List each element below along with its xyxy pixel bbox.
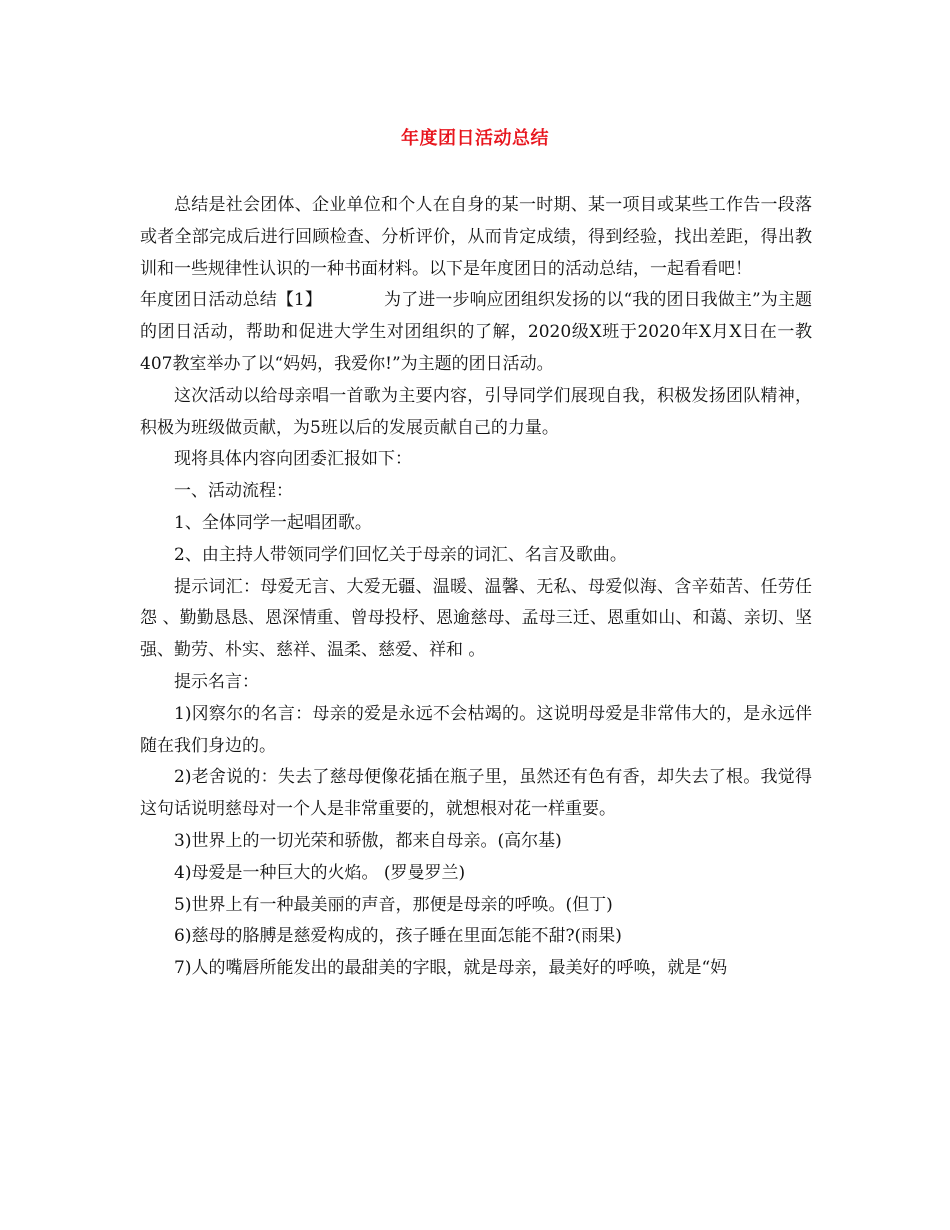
section1-paragraph <box>140 285 812 380</box>
process-step-2: 2、由主持人带领同学们回忆关于母亲的词汇、名言及歌曲。 <box>174 544 627 565</box>
quote-item: 7)人的嘴唇所能发出的最甜美的字眼，就是母亲，最美好的呼唤，就是“妈 <box>174 958 728 979</box>
report-paragraph: 现将具体内容向团委汇报如下： <box>174 449 412 470</box>
section1-text: 为了进一步响应团组织发扬的以“我的团日我做主”为主题的团日活动，帮助和促进大学生对团组织的了解，2020级X班于2020年X月X日在一教407教室举办了以“妈妈，我爱你!”为主题的团日活动。 <box>140 290 812 374</box>
quote-item: 2)老舍说的：失去了慈母便像花插在瓶子里，虽然还有色有香，却失去了根。我觉得这句话说明慈母对一个人是非常重要的，就想根对花一样重要。 <box>140 767 812 820</box>
quote-item: 4)母爱是一种巨大的火焰。 (罗曼罗兰) <box>174 862 466 883</box>
quote-item: 6)慈母的胳膊是慈爱构成的，孩子睡在里面怎能不甜?(雨果) <box>174 926 622 947</box>
document-body <box>140 190 812 985</box>
section1-heading: 年度团日活动总结【1】 <box>140 290 322 311</box>
process-heading: 一、活动流程： <box>174 481 293 502</box>
process-step-1: 1、全体同学一起唱团歌。 <box>174 512 372 533</box>
quotes-heading: 提示名言： <box>174 671 259 692</box>
quote-item: 5)世界上有一种最美丽的声音，那便是母亲的呼唤。(但丁) <box>174 894 613 915</box>
vocab-paragraph: 提示词汇：母爱无言、大爱无疆、温暖、温馨、无私、母爱似海、含辛茹苦、任劳任怨 、勤勤恳恳、恩深情重、曾母投杼、恩逾慈母、孟母三迁、恩重如山、和蔼、亲切、坚强、勤劳、朴实、慈祥、温柔、慈爱、祥和 。 <box>140 576 812 661</box>
quote-item: 1)冈察尔的名言：母亲的爱是永远不会枯竭的。这说明母爱是非常伟大的，是永远伴随在我们身边的。 <box>140 703 812 756</box>
document-title: 年度团日活动总结 <box>401 128 549 149</box>
activity-paragraph: 这次活动以给母亲唱一首歌为主要内容，引导同学们展现自我，积极发扬团队精神，积极为班级做贡献，为5班以后的发展贡献自己的力量。 <box>140 385 812 438</box>
intro-paragraph: 总结是社会团体、企业单位和个人在自身的某一时期、某一项目或某些工作告一段落或者全部完成后进行回顾检查、分析评价，从而肯定成绩，得到经验，找出差距，得出教训和一些规律性认识的一种书面材料。以下是年度团日的活动总结，一起看看吧！ <box>140 195 812 279</box>
quote-item: 3)世界上的一切光荣和骄傲，都来自母亲。(高尔基) <box>174 830 562 851</box>
